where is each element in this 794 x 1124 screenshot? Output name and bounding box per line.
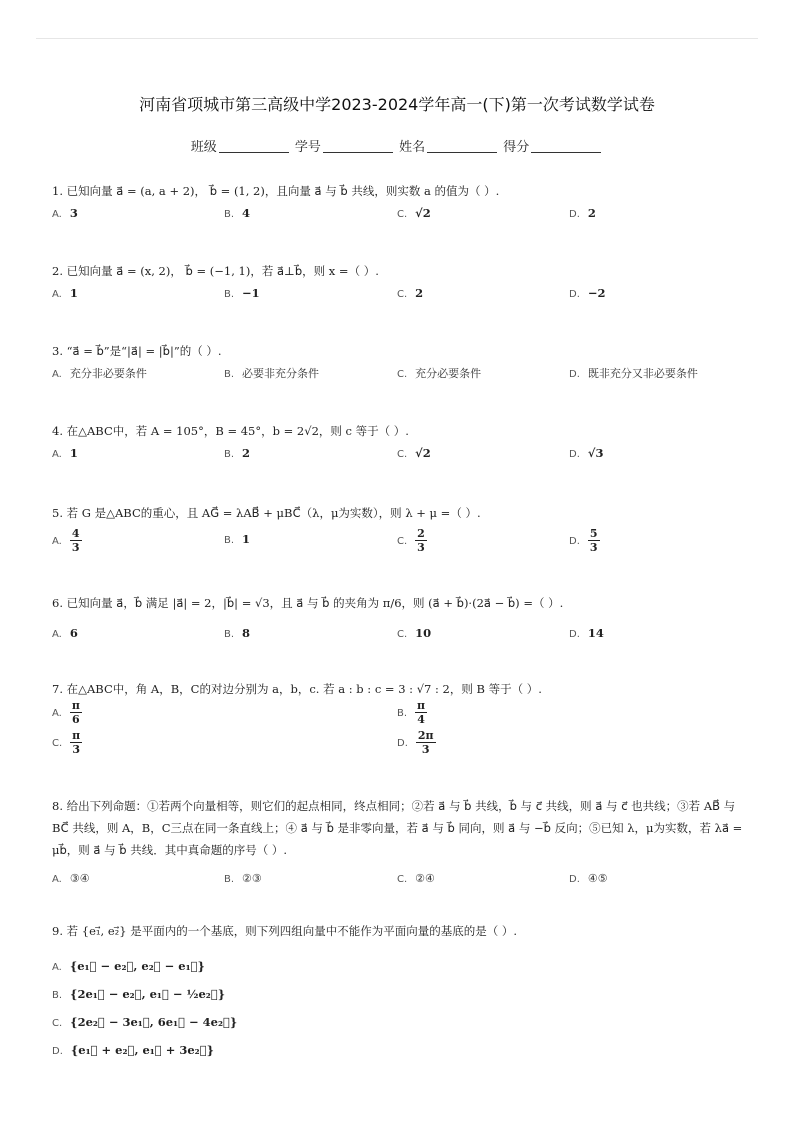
question-2: [52, 260, 752, 304]
option-d[interactable]: D. 14: [569, 626, 604, 640]
options-row: [52, 528, 752, 562]
option-d[interactable]: D. √3: [569, 446, 604, 460]
question-5: [52, 502, 752, 562]
option-a[interactable]: A. 6: [52, 626, 78, 640]
options-row: [52, 362, 752, 384]
number-blank: [323, 152, 393, 153]
option-b[interactable]: B. 必要非充分条件: [224, 367, 320, 380]
score-blank: [531, 152, 601, 153]
option-d[interactable]: D. $\frac{5}{3}$: [569, 527, 598, 554]
options-row: [52, 622, 752, 644]
option-a[interactable]: A. 充分非必要条件: [52, 367, 147, 380]
options-row: [52, 282, 752, 304]
page-top-rule: [36, 38, 758, 39]
question-stem: 8. 给出下列命题：①若两个向量相等，则它们的起点相同，终点相同；②若 a⃗ 与 b⃗ 共线，b⃗ 与 c⃗ 共线，则 a⃗ 与 c⃗ 也共线；③若 AB⃗ 与 BC⃗ 共线，则 A，B，C三点在同一条直线上；④ a⃗ 与 b⃗ 是非零向量，若 a⃗ 与 b⃗ 同向，则 a⃗ 与 −b⃗ 反向；⑤已知 λ，μ为实数，若 λa⃗ = μb⃗，则 a⃗ 与 b⃗ 共线．其中真命题的序号（ ）.: [52, 799, 743, 857]
question-9: [52, 920, 752, 1064]
option-b[interactable]: B. ②③: [224, 872, 262, 885]
fraction: $\frac{2}{3}$: [417, 527, 425, 554]
option-b[interactable]: B. 4: [224, 206, 251, 220]
option-a[interactable]: A. {e₁⃗ − e₂⃗, e₂⃗ − e₁⃗}: [52, 959, 205, 973]
question-4: [52, 420, 752, 464]
option-d[interactable]: D. −2: [569, 286, 606, 300]
option-c[interactable]: C. {2e₂⃗ − 3e₁⃗, 6e₁⃗ − 4e₂⃗}: [52, 1015, 238, 1029]
score-label: 得分: [503, 140, 530, 155]
option-c[interactable]: C. 10: [397, 626, 432, 640]
option-b[interactable]: B. −1: [224, 286, 260, 300]
student-info-line: [0, 136, 794, 155]
option-c[interactable]: C. √2: [397, 446, 431, 460]
option-d[interactable]: D. 2: [569, 206, 596, 220]
options-row: [52, 700, 752, 730]
options-row: [52, 867, 752, 889]
option-d[interactable]: D. 既非充分又非必要条件: [569, 367, 698, 380]
question-stem: 1. 已知向量 a⃗ = (a, a + 2)， b⃗ = (1, 2)，且向量 a⃗ 与 b⃗ 共线，则实数 a 的值为（ ）.: [52, 184, 500, 198]
options-row: [52, 202, 752, 224]
option-c[interactable]: C. $\frac{2}{3}$: [397, 527, 425, 554]
option-b[interactable]: B. 8: [224, 626, 251, 640]
class-label: 班级: [190, 140, 217, 155]
page-title: 河南省项城市第三高级中学2023-2024学年高一(下)第一次考试数学试卷: [139, 95, 655, 114]
fraction: $\frac{4}{3}$: [71, 527, 80, 554]
number-label: 学号: [294, 140, 321, 155]
question-stem: 9. 若 {e₁⃗, e₂⃗} 是平面内的一个基底，则下列四组向量中不能作为平面向量的基底的是（ ）.: [52, 924, 518, 938]
question-8: [52, 795, 752, 889]
question-6: [52, 592, 752, 644]
option-d[interactable]: D. $\frac{2\pi}{3}$: [397, 729, 434, 756]
question-stem: 7. 在△ABC中，角 A，B，C的对边分别为 a，b，c. 若 a : b : c = 3 : √7 : 2，则 B 等于（ ）.: [52, 682, 542, 696]
question-7: [52, 678, 752, 760]
fraction: $\frac{\pi}{6}$: [71, 699, 80, 726]
question-stem: 6. 已知向量 a⃗，b⃗ 满足 |a⃗| = 2，|b⃗| = √3，且 a⃗ 与 b⃗ 的夹角为 π/6，则 (a⃗ + b⃗)·(2a⃗ − b⃗) =（ ）.: [52, 596, 564, 610]
option-a[interactable]: A. 1: [52, 446, 78, 460]
question-stem: 2. 已知向量 a⃗ = (x, 2)， b⃗ = (−1, 1)，若 a⃗⊥b⃗，则 x =（ ）.: [52, 264, 379, 278]
question-3: [52, 340, 752, 384]
option-b[interactable]: B. 1: [224, 532, 251, 546]
option-d[interactable]: D. {e₁⃗ + e₂⃗, e₁⃗ + 3e₂⃗}: [52, 1043, 214, 1057]
option-c[interactable]: C. 2: [397, 286, 424, 300]
fraction: $\frac{5}{3}$: [589, 527, 598, 554]
option-a[interactable]: A. $\frac{\pi}{6}$: [52, 699, 80, 726]
option-c[interactable]: C. 充分必要条件: [397, 367, 482, 380]
question-stem: 4. 在△ABC中，若 A = 105°，B = 45°，b = 2√2，则 c 等于（ ）.: [52, 424, 409, 438]
question-stem: 5. 若 G 是△ABC的重心，且 AG⃗ = λAB⃗ + μBC⃗（λ，μ为实数），则 λ + μ =（ ）.: [52, 506, 481, 520]
option-a[interactable]: A. 1: [52, 286, 78, 300]
class-blank: [219, 152, 289, 153]
options-row: [52, 730, 752, 760]
option-b[interactable]: B. {2e₁⃗ − e₂⃗, e₁⃗ − ½e₂⃗}: [52, 987, 226, 1001]
name-blank: [427, 152, 497, 153]
option-a[interactable]: A. $\frac{4}{3}$: [52, 527, 80, 554]
option-c[interactable]: C. ②④: [397, 872, 435, 885]
fraction: $\frac{2\pi}{3}$: [417, 729, 434, 756]
question-1: [52, 180, 752, 224]
name-label: 姓名: [399, 140, 426, 155]
option-d[interactable]: D. ④⑤: [569, 872, 608, 885]
options-row: [52, 442, 752, 464]
option-c[interactable]: C. √2: [397, 206, 431, 220]
option-b[interactable]: B. $\frac{\pi}{4}$: [397, 699, 426, 726]
option-a[interactable]: A. 3: [52, 206, 78, 220]
option-b[interactable]: B. 2: [224, 446, 251, 460]
question-stem: 3. “a⃗ = b⃗”是“|a⃗| = |b⃗|”的（ ）.: [52, 344, 222, 358]
option-a[interactable]: A. ③④: [52, 872, 90, 885]
option-c[interactable]: C. $\frac{\pi}{3}$: [52, 729, 81, 756]
fraction: $\frac{\pi}{3}$: [72, 729, 81, 756]
fraction: $\frac{\pi}{4}$: [417, 699, 426, 726]
